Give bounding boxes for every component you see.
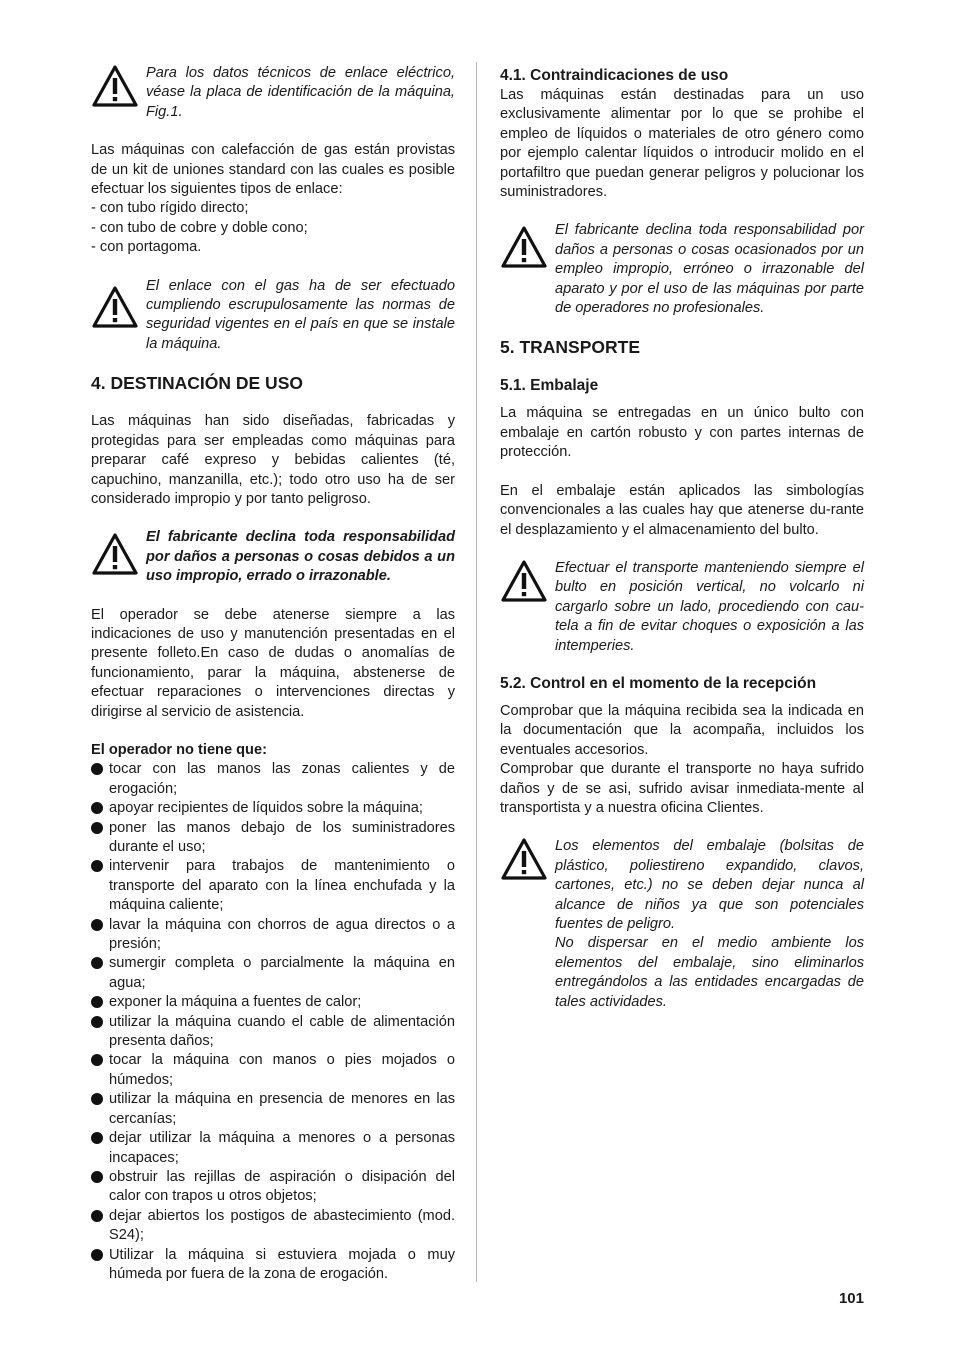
section-heading-transporte: 5. TRANSPORTE <box>500 337 641 358</box>
bullet-icon <box>91 763 103 775</box>
subsection-heading-control: 5.2. Control en el momento de la recepción <box>500 674 817 692</box>
gas-connection-list <box>91 199 455 257</box>
list-item: exponer la máquina a fuentes de calor; <box>91 993 455 1012</box>
list-item: intervenir para trabajos de mantenimiento o transporte del aparato con la línea enchufada y la máquina caliente; <box>91 857 455 915</box>
bullet-icon <box>91 802 103 814</box>
page-number: 101 <box>838 1290 864 1307</box>
warning-triangle-icon <box>500 559 555 609</box>
bullet-icon <box>91 1132 103 1144</box>
warning-improper-use <box>500 221 864 318</box>
right-column <box>500 64 864 1012</box>
warning-text: El fabricante declina toda responsabilidad por daños a personas o cosas ocasionados por un empleo impropio, erróneo o irrazonable del aparato y por el uso de las máquinas por parte de operadores no profesionales. <box>555 222 864 317</box>
column-divider <box>476 62 477 1282</box>
bullet-icon <box>91 1249 103 1261</box>
operador-paragraph: El operador se debe atenerse siempre a las indicaciones de uso y manutención presentadas en el presente folleto.En caso de dudas o anomalías de funcionamiento, parar la máquina, abstenerse de efectuar reparaciones o intervenciones directas y dirigirse al servicio de asistencia. <box>91 606 455 720</box>
bullet-icon <box>91 957 103 969</box>
warning-triangle-icon <box>91 277 146 335</box>
destinacion-paragraph: Las máquinas han sido diseñadas, fabricadas y protegidas para ser empleadas como máquinas para preparar café expreso y bebidas calientes (té, capuchino, manzanilla, etc.); todo otro uso ha de ser considerado impropio y por tanto peligroso. <box>91 413 455 507</box>
list-item: apoyar recipientes de líquidos sobre la máquina; <box>91 799 455 818</box>
bullet-icon <box>91 822 103 834</box>
list-item: dejar utilizar la máquina a menores o a personas incapaces; <box>91 1129 455 1168</box>
section-heading-destinacion: 4. DESTINACIÓN DE USO <box>91 373 303 394</box>
prohibitions-list <box>91 760 455 1284</box>
warning-responsibility <box>91 528 455 586</box>
bullet-icon <box>91 919 103 931</box>
list-item: dejar abiertos los postigos de abastecimiento (mod. S24); <box>91 1207 455 1246</box>
warning-text: El enlace con el gas ha de ser efectuado cumpliendo escrupulosamente las normas de seguridad vigentes en el país en que se instale la máquina. <box>146 277 455 352</box>
list-item: lavar la máquina con chorros de agua directos o a presión; <box>91 916 455 955</box>
bullet-icon <box>91 1016 103 1028</box>
left-column <box>91 64 455 1284</box>
embalaje-paragraph-1: La máquina se entregadas en un único bulto con embalaje en cartón robusto y con partes internas de protección. <box>500 405 864 461</box>
list-item: utilizar la máquina cuando el cable de alimentación presenta daños; <box>91 1013 455 1052</box>
bullet-icon <box>91 1093 103 1105</box>
subsection-heading-embalaje: 5.1. Embalaje <box>500 377 599 395</box>
list-item: tocar con las manos las zonas calientes y de erogación; <box>91 760 455 799</box>
bullet-icon <box>91 996 103 1008</box>
warning-gas <box>91 277 455 355</box>
list-item: poner las manos debajo de los suministradores durante el uso; <box>91 819 455 858</box>
warning-text: Para los datos técnicos de enlace eléctrico, véase la placa de identificación de la máquina, Fig.1. <box>146 65 455 120</box>
list-item: tocar la máquina con manos o pies mojados o húmedos; <box>91 1051 455 1090</box>
list-item: obstruir las rejillas de aspiración o disipación del calor con trapos u otros objetos; <box>91 1168 455 1207</box>
control-paragraph-2: Comprobar que durante el transporte no haya sufrido daños y de se asi, sufrido avisar inmediata-mente al transportista y a nuestra oficina Clientes. <box>500 761 864 816</box>
list-item: Utilizar la máquina si estuviera mojada o muy húmeda por fuera de la zona de erogación. <box>91 1246 455 1285</box>
contra-paragraph: Las máquinas están destinadas para un uso exclusivamente alimentar por lo que se prohibe el empleo de líquidos o materiales de otro género como por ejemplo calentar líquidos o introducir molido en el portafiltro que puedan generar peligros y polucionar los suministradores. <box>500 87 864 201</box>
operator-prohibitions-label: El operador no tiene que: <box>91 741 267 758</box>
warning-triangle-icon <box>500 221 555 275</box>
list-item: - con portagoma. <box>91 239 202 256</box>
list-item: sumergir completa o parcialmente la máquina en agua; <box>91 954 455 993</box>
warning-triangle-icon <box>500 837 555 887</box>
warning-text: Los elementos del embalaje (bolsitas de plástico, poliestireno expandido, clavos, cartones, etc.) no se deben dejar nunca al alcance de niños ya que son potenciales fuentes de peligro. <box>555 838 864 932</box>
warning-triangle-icon <box>91 64 146 114</box>
bullet-icon <box>91 1054 103 1066</box>
warning-text: Efectuar el transporte manteniendo siempre el bulto en posición vertical, no volcarlo ni cargarlo sobre un lado, procediendo con cau-tela a fin de evitar choques o exposición a las intemperies. <box>555 559 864 654</box>
warning-triangle-icon <box>91 528 146 582</box>
warning-text: No dispersar en el medio ambiente los elementos del embalaje, sino eliminarlos entregándolos a las entidades encargadas de tales actividades. <box>555 935 864 1010</box>
list-item: - con tubo de cobre y doble cono; <box>91 219 308 236</box>
warning-transport <box>500 559 864 656</box>
list-item: - con tubo rígido directo; <box>91 200 249 217</box>
warning-packaging <box>500 837 864 1012</box>
list-item: utilizar la máquina en presencia de menores en las cercanías; <box>91 1090 455 1129</box>
gas-paragraph: Las máquinas con calefacción de gas están provistas de un kit de uniones standard con las cuales es posible efectuar los siguientes tipos de enlace: <box>91 142 455 198</box>
warning-electrical <box>91 64 455 122</box>
bullet-icon <box>91 1171 103 1183</box>
embalaje-paragraph-2: En el embalaje están aplicados las simbologías convencionales a las cuales hay que atenerse du-rante el desplazamiento y el almacenamiento del bulto. <box>500 482 864 538</box>
subsection-heading-contraindicaciones: 4.1. Contraindicaciones de uso <box>500 67 729 84</box>
control-paragraph-1: Comprobar que la máquina recibida sea la indicada en la documentación que la acompaña, incluidos los eventuales accesorios. <box>500 702 864 758</box>
warning-text-group <box>555 837 864 1012</box>
bullet-icon <box>91 860 103 872</box>
warning-text: El fabricante declina toda responsabilidad por daños a personas o cosas debidos a un uso impropio, errado o irrazonable. <box>146 529 455 585</box>
bullet-icon <box>91 1210 103 1222</box>
